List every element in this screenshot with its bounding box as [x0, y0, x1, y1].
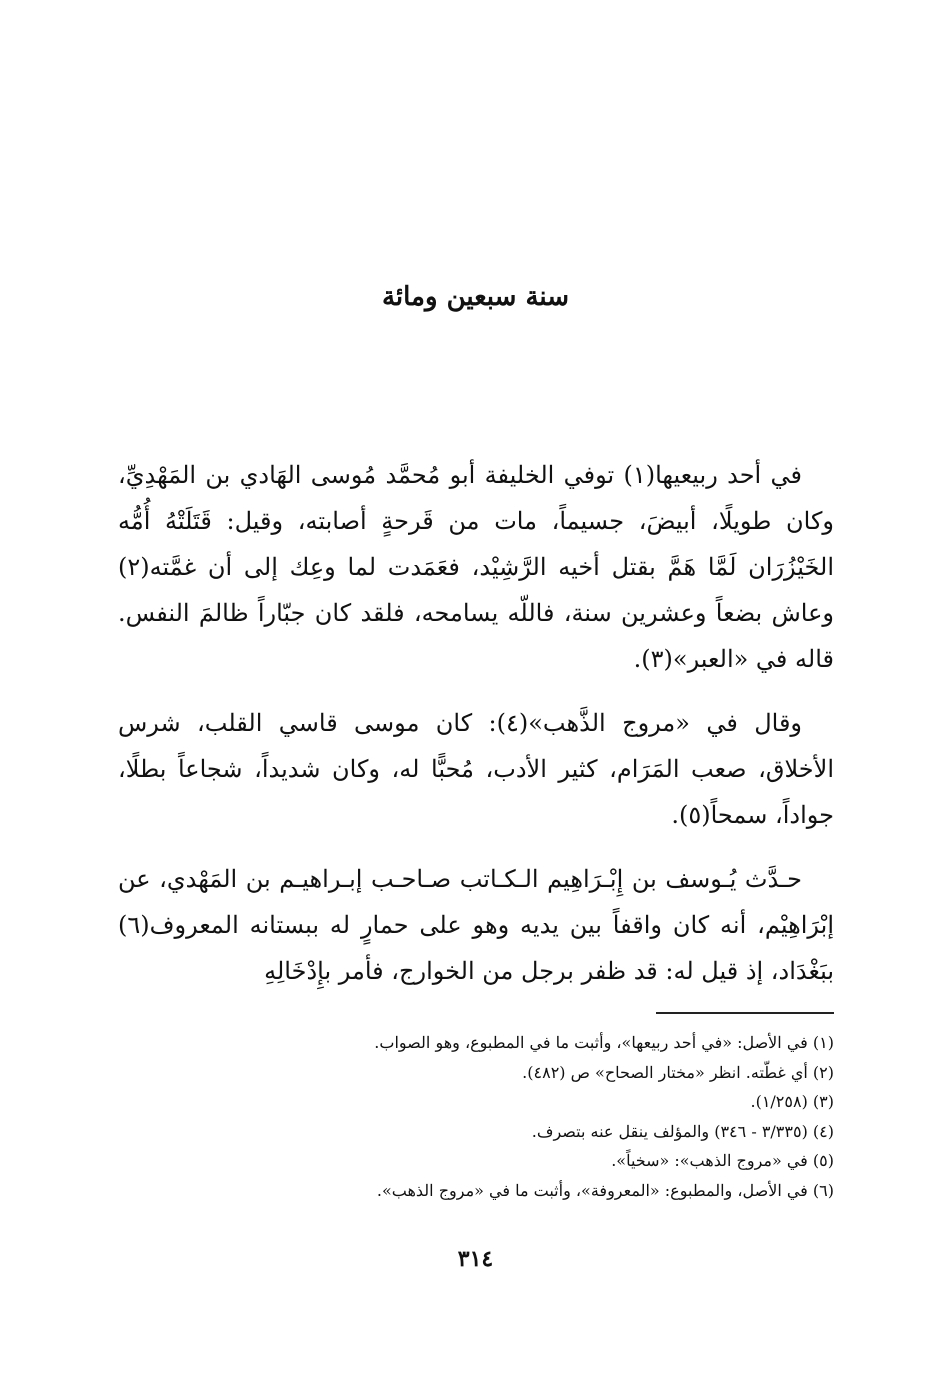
footnote-2: (٢) أي غطّته. انظر «مختار الصحاح» ص (٤٨٢). — [522, 1062, 834, 1082]
footnote-1: (١) في الأصل: «في أحد ربيعها»، وأثبت ما في المطبوع، وهو الصواب. — [374, 1033, 834, 1052]
section-heading: سنة سبعين ومائة — [381, 282, 570, 312]
paragraph-2: وقال في «مروج الذَّهب»(٤): كان موسى قاسي القلب، شرس الأخلاق، صعب المَرَام، كثير الأدب، مُحبًّا له، وكان شديداً، شجاعاً بطلًا، جواداً، سمحاً(٥). — [118, 709, 834, 829]
paragraph-1: في أحد ربيعيها(١) توفي الخليفة أبو مُحمَّد مُوسى الهَادي بن المَهْدِيِّ، وكان طويلًا، أبيضَ، جسيماً، مات من قَرحةٍ أصابته، وقيل: قَتَلَتْهُ أُمُّه الخَيْزُرَان لَمَّا هَمَّ بقتل أخيه الرَّشِيْد، فعَمَدت لما وعِك إلى أن غمَّته(٢) وعاش بضعاً وعشرين سنة، فاللّه يسامحه، فلقد كان جبّاراً ظالمَ النفس. قاله في «العبر»(٣). — [118, 461, 834, 673]
footnote-5: (٥) في «مروج الذهب»: «سخياً». — [611, 1151, 834, 1170]
footnote-6: (٦) في الأصل، والمطبوع: «المعروفة»، وأثبت ما في «مروج الذهب». — [376, 1180, 834, 1200]
footnote-3: (٣) (١/٢٥٨). — [750, 1092, 834, 1111]
page-number: ٣١٤ — [457, 1246, 494, 1272]
footnote-4: (٤) (٣/٣٣٥ - ٣٤٦) والمؤلف ينقل عنه بتصرف. — [531, 1121, 834, 1141]
main-text — [118, 452, 834, 1012]
footnotes — [118, 1028, 834, 1205]
footnote-separator — [656, 1012, 834, 1014]
paragraph-3: حـدَّث يُـوسف بن إِبْـرَاهِيم الـكـاتب صـاحـب إبـراهيـم بن المَهْدي، عن إبْرَاهِيْم، أنه كان واقفاً بين يديه وهو على حمارٍ له ببستانه المعروف(٦) ببَغْدَاد، إذ قيل له: قد ظفر برجل من الخوارج، فأمر بإِدْخَالِهِ — [118, 865, 835, 985]
